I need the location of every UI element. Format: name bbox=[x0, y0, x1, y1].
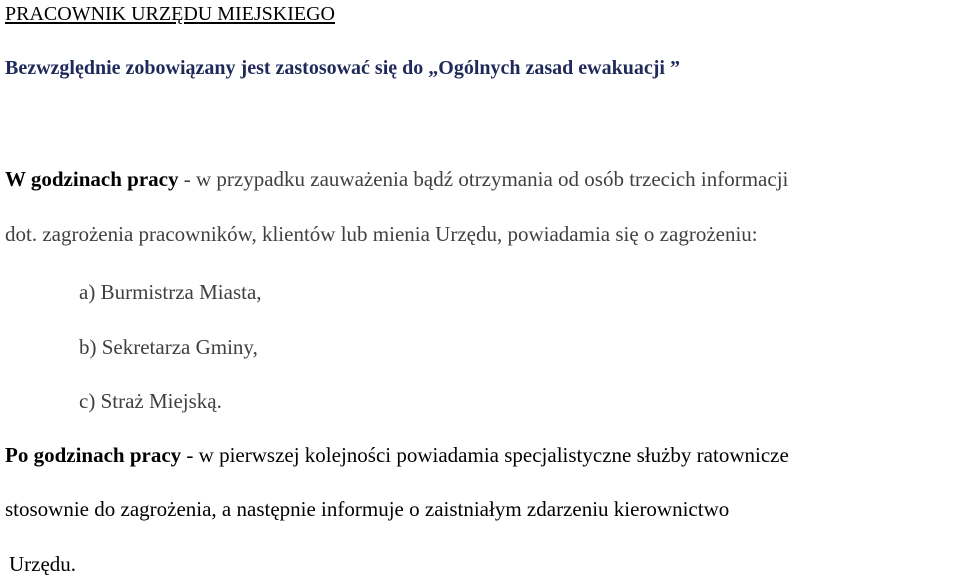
list-item: b) Sekretarza Gminy, bbox=[79, 335, 258, 359]
after-hours-line-2: stosownie do zagrożenia, a następnie informuje o zaistniałym zdarzeniu kierownictwo bbox=[5, 497, 730, 521]
during-hours-line-1 bbox=[5, 166, 788, 192]
during-hours-text-1: - w przypadku zauważenia bądź otrzymania od osób trzecich informacji bbox=[178, 167, 789, 191]
after-hours-text-1: - w pierwszej kolejności powiadamia specjalistyczne służby ratownicze bbox=[181, 443, 789, 467]
list-item: c) Straż Miejską. bbox=[79, 389, 222, 413]
after-hours-line-1 bbox=[5, 442, 789, 468]
during-hours-line-2: dot. zagrożenia pracowników, klientów lub mienia Urzędu, powiadamia się o zagrożeniu: bbox=[5, 222, 758, 246]
document-title: PRACOWNIK URZĘDU MIEJSKIEGO bbox=[5, 3, 335, 25]
after-hours-line-3: Urzędu. bbox=[9, 552, 77, 576]
after-hours-label: Po godzinach pracy bbox=[5, 443, 182, 467]
document-subtitle: Bezwzględnie zobowiązany jest zastosować się do „Ogólnych zasad ewakuacji ” bbox=[5, 57, 680, 79]
list-item: a) Burmistrza Miasta, bbox=[79, 280, 262, 304]
during-hours-label: W godzinach pracy bbox=[5, 167, 179, 191]
